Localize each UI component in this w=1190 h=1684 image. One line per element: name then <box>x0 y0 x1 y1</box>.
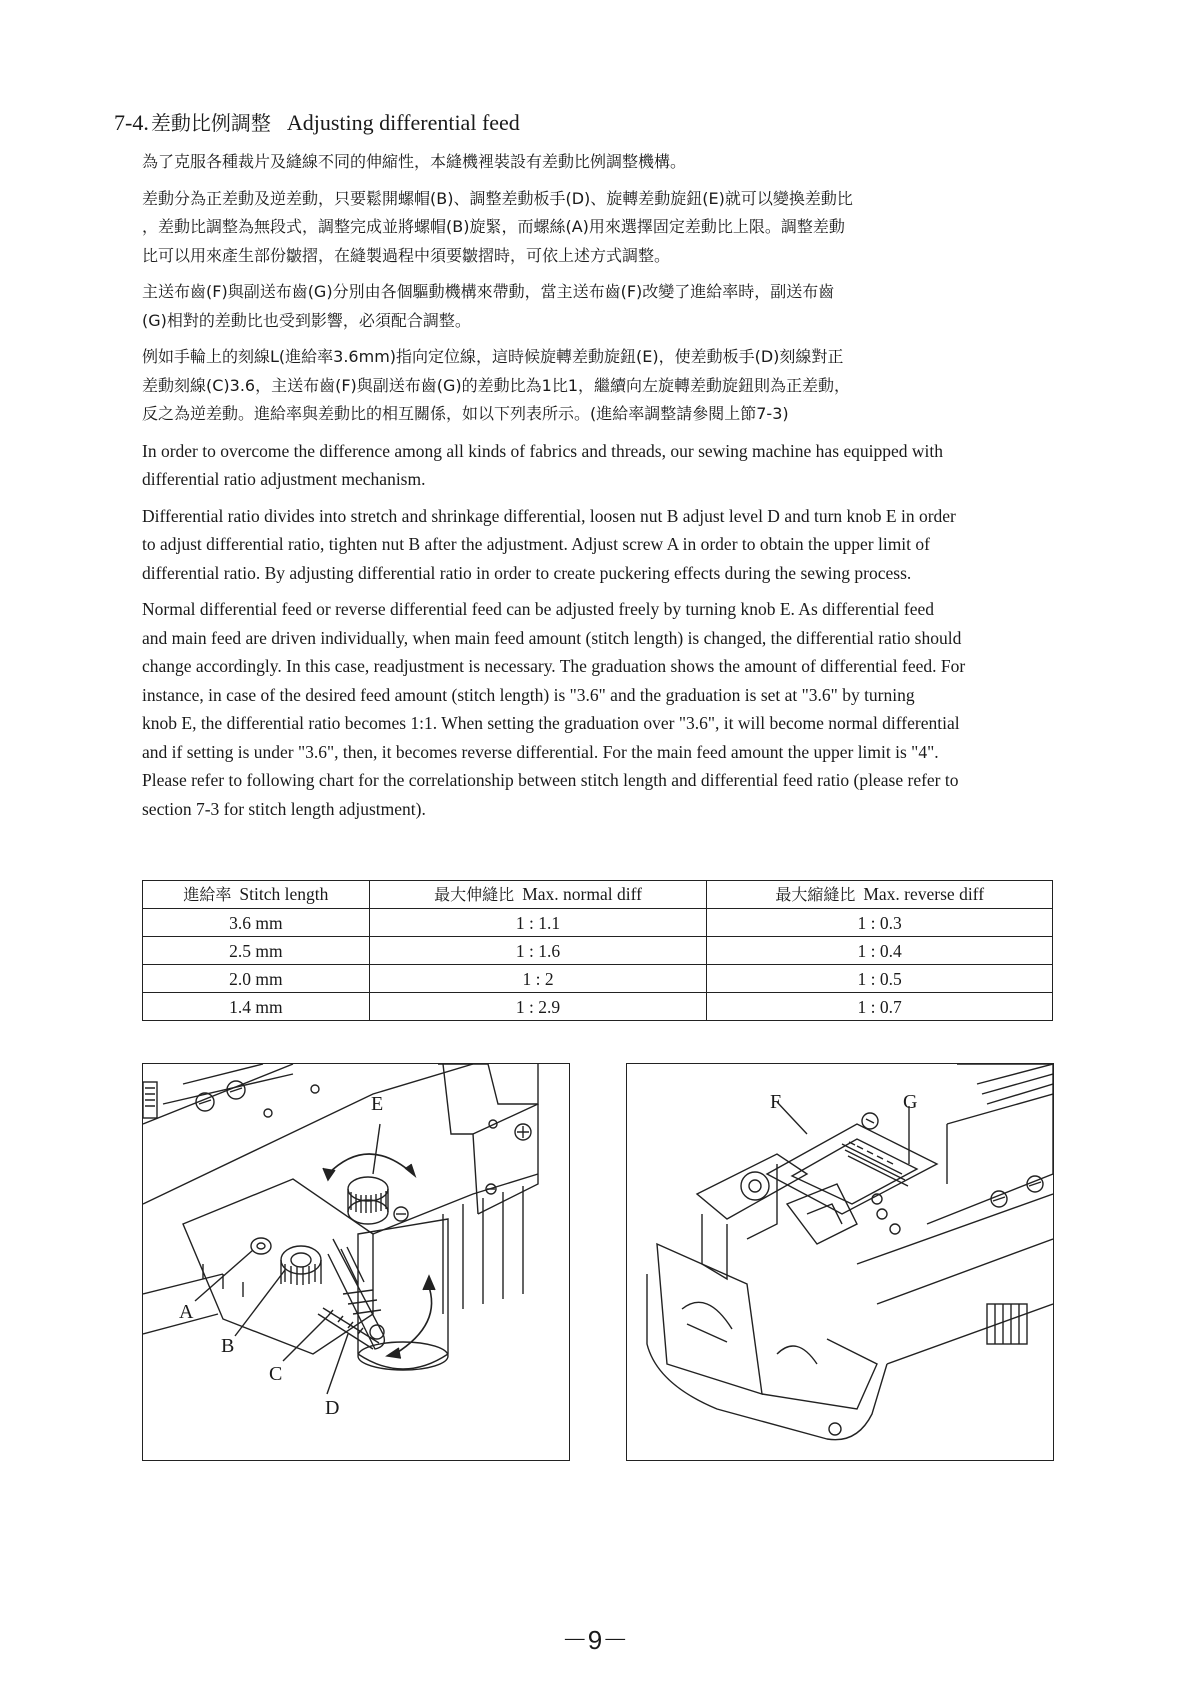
table-cell: 1.4 mm <box>143 993 370 1021</box>
paragraph-zh-4 <box>142 343 1082 429</box>
text-line: Please refer to following chart for the correlationship between stitch length and differential feed ratio (please refer to <box>142 770 959 790</box>
text-line: 例如手輪上的刻線L(進給率3.6mm)指向定位線，這時候旋轉差動旋鈕(E)，使差動板手(D)刻線對正 <box>142 347 844 366</box>
callout-C: C <box>269 1363 283 1385</box>
feed-dog-illustration <box>627 1064 1053 1460</box>
table-cell: 1 : 0.7 <box>707 993 1053 1021</box>
paragraph-en-1 <box>142 437 1082 494</box>
table-cell: 1 : 0.3 <box>707 909 1053 937</box>
callout-F: F <box>770 1091 782 1113</box>
callout-B: B <box>221 1335 235 1357</box>
paragraph-zh-3 <box>142 278 1082 335</box>
differential-knob-illustration <box>143 1064 569 1460</box>
text-line: Normal differential feed or reverse differential feed can be adjusted freely by turning knob E. As differential feed <box>142 599 935 619</box>
paragraph-en-3 <box>142 595 1082 823</box>
text-line: instance, in case of the desired feed amount (stitch length) is "3.6" and the graduation is set at "3.6" by turning <box>142 684 915 705</box>
table-cell: 1 : 1.6 <box>369 937 707 965</box>
text-line: 反之為逆差動。進給率與差動比的相互關係，如以下列表所示。(進給率調整請參閱上節7-3) <box>142 404 789 423</box>
figure-differential-knob <box>142 1063 570 1461</box>
paragraph-zh-1 <box>142 148 1082 177</box>
table-cell: 1 : 2.9 <box>369 993 707 1021</box>
callout-G: G <box>903 1091 918 1113</box>
table-cell: 2.0 mm <box>143 965 370 993</box>
table-header-row <box>143 881 1053 909</box>
table-cell: 1 : 2 <box>369 965 707 993</box>
header-max-normal-diff: 最大伸縫比 Max. normal diff <box>369 881 707 909</box>
header-stitch-length: 進給率 Stitch length <box>143 881 370 909</box>
text-line: (G)相對的差動比也受到影響，必須配合調整。 <box>142 310 471 330</box>
text-line: and if setting is under "3.6", then, it becomes reverse differential. For the main feed amount the upper limit is "4". <box>142 741 939 762</box>
table-cell: 1 : 0.5 <box>707 965 1053 993</box>
callout-E: E <box>371 1093 384 1115</box>
callout-D: D <box>325 1397 340 1419</box>
text-line: change accordingly. In this case, readjustment is necessary. The graduation shows the amount of differential feed. For <box>142 656 966 676</box>
table-row <box>143 993 1053 1021</box>
text-line: 比可以用來產生部份皺摺，在縫製過程中須要皺摺時，可依上述方式調整。 <box>142 245 671 265</box>
section-heading <box>114 108 520 138</box>
table-row <box>143 937 1053 965</box>
page-number: －9－ <box>561 1625 629 1655</box>
table-cell: 1 : 1.1 <box>369 909 707 937</box>
section-body <box>142 148 1082 831</box>
text-line: 主送布齒(F)與副送布齒(G)分別由各個驅動機構來帶動，當主送布齒(F)改變了進給率時，副送布齒 <box>142 282 835 301</box>
text-line: and main feed are driven individually, when main feed amount (stitch length) is changed, the differential ratio should <box>142 627 962 648</box>
figure-feed-dogs <box>626 1063 1054 1461</box>
text-line: 差動刻線(C)3.6，主送布齒(F)與副送布齒(G)的差動比為1比1，繼續向左旋轉差動旋鈕則為正差動， <box>142 375 851 395</box>
table-cell: 2.5 mm <box>143 937 370 965</box>
header-max-reverse-diff: 最大縮縫比 Max. reverse diff <box>707 881 1053 909</box>
text-line: to adjust differential ratio, tighten nut B after the adjustment. Adjust screw A in order to obtain the upper limit of <box>142 534 930 554</box>
section-number: 7-4. <box>114 110 149 135</box>
paragraph-en-2 <box>142 502 1082 588</box>
text-line: In order to overcome the difference among all kinds of fabrics and threads, our sewing machine has equipped with <box>142 440 944 461</box>
text-line: section 7-3 for stitch length adjustment). <box>142 798 426 819</box>
table-cell: 1 : 0.4 <box>707 937 1053 965</box>
table-row <box>143 909 1053 937</box>
paragraph-zh-2 <box>142 185 1082 271</box>
section-title-zh: 差動比例調整 <box>150 111 271 135</box>
text-line: ，差動比調整為無段式，調整完成並將螺帽(B)旋緊，而螺絲(A)用來選擇固定差動比上限。調整差動 <box>142 217 845 236</box>
text-line: knob E, the differential ratio becomes 1:1. When setting the graduation over "3.6", it will become normal differential <box>142 713 960 733</box>
text-line: differential ratio. By adjusting differential ratio in order to create puckering effects during the sewing process. <box>142 562 912 583</box>
text-line: 差動分為正差動及逆差動，只要鬆開螺帽(B)、調整差動板手(D)、旋轉差動旋鈕(E)就可以變換差動比 <box>142 188 853 208</box>
callout-A: A <box>179 1301 194 1323</box>
text-line: differential ratio adjustment mechanism. <box>142 469 426 489</box>
text-line: Differential ratio divides into stretch and shrinkage differential, loosen nut B adjust level D and turn knob E in order <box>142 505 956 526</box>
table-cell: 3.6 mm <box>143 909 370 937</box>
text-line: 為了克服各種裁片及縫線不同的伸縮性，本縫機裡裝設有差動比例調整機構。 <box>142 152 687 171</box>
differential-ratio-table <box>142 880 1053 1021</box>
table-row <box>143 965 1053 993</box>
section-title-en: Adjusting differential feed <box>286 110 520 135</box>
